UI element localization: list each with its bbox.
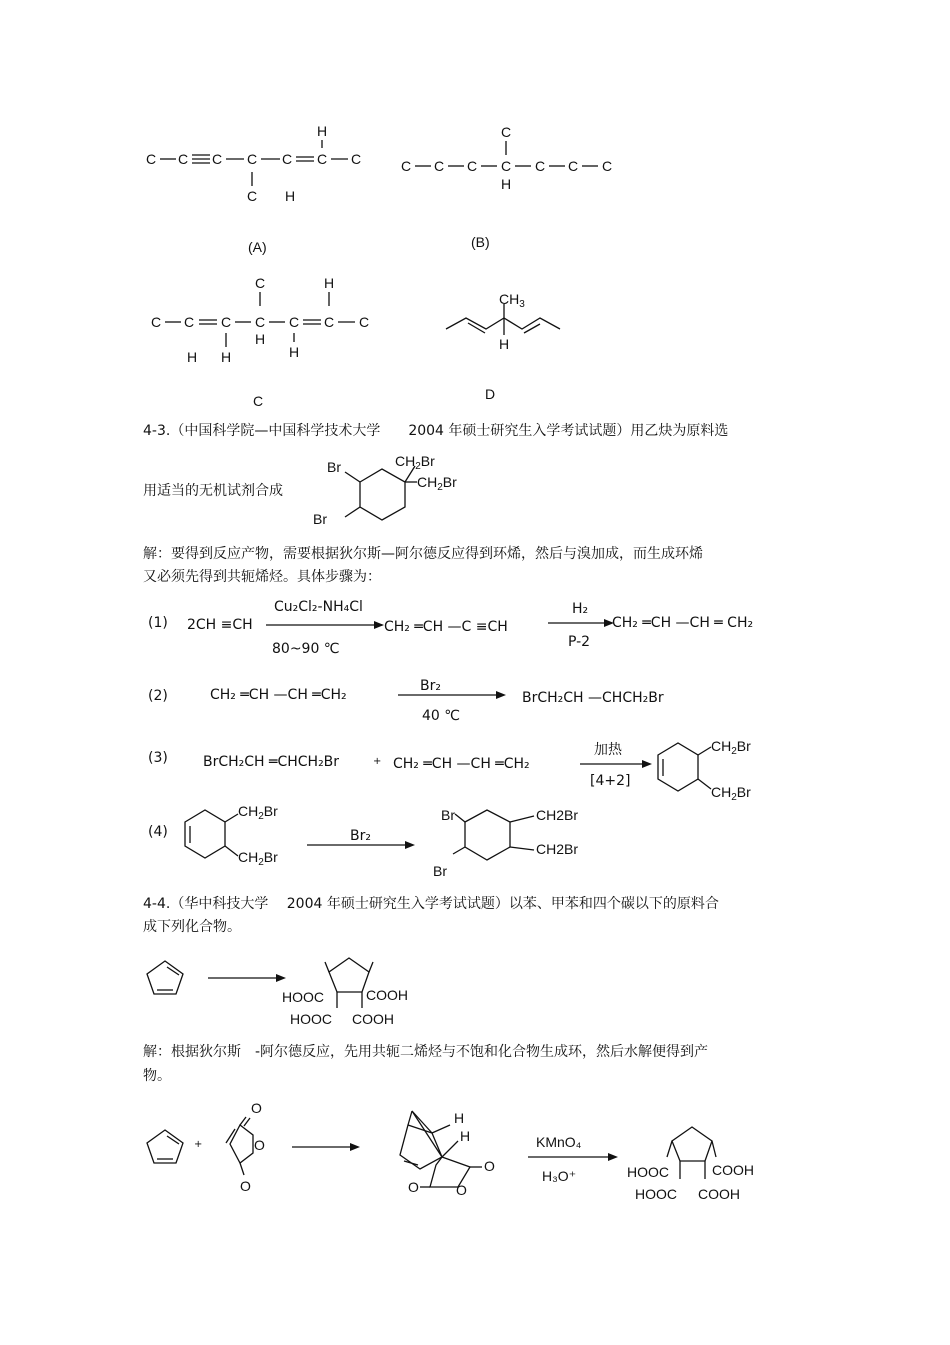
svg-text:C: C <box>359 314 370 330</box>
svg-text:H: H <box>324 275 335 291</box>
step-4-label: (4) <box>148 824 168 840</box>
q43-target-molecule <box>305 452 485 532</box>
reaction-arrow-2 <box>548 618 614 628</box>
step-1-cond-top: Cu₂Cl₂-NH₄Cl <box>274 599 363 615</box>
svg-text:Br: Br <box>441 807 455 823</box>
svg-text:H: H <box>317 123 328 139</box>
svg-text:C: C <box>501 158 512 174</box>
svg-text:CH2Br: CH2Br <box>536 841 579 857</box>
svg-text:HOOC: HOOC <box>290 1011 332 1027</box>
q44-solution-2: 物。 <box>143 1068 171 1084</box>
step-3-label: (3) <box>148 750 168 766</box>
step-1-cond2-top: H₂ <box>572 601 589 617</box>
q44-cond-top: KMnO₄ <box>536 1134 582 1150</box>
svg-text:H: H <box>501 176 512 192</box>
step-3-plus: + <box>373 756 382 767</box>
svg-text:C: C <box>434 158 445 174</box>
svg-text:CH2Br: CH2Br <box>536 807 579 823</box>
cyclohexene-dibromide-product <box>655 733 775 803</box>
svg-text:C: C <box>282 151 293 167</box>
q43-line2: 用适当的无机试剂合成 <box>143 483 283 499</box>
q43-solution-2: 又必须先得到共轭烯烃。具体步骤为： <box>143 569 381 585</box>
svg-text:O: O <box>408 1179 419 1195</box>
structure-a <box>140 120 380 265</box>
svg-text:C: C <box>351 151 362 167</box>
svg-text:HOOC: HOOC <box>635 1186 677 1202</box>
step-2-cond-bottom: 40 ℃ <box>422 708 460 724</box>
svg-text:O: O <box>456 1182 467 1198</box>
label-d: D <box>485 386 496 402</box>
svg-text:H: H <box>499 336 510 352</box>
maleic-anhydride <box>226 1100 265 1194</box>
svg-text:COOH: COOH <box>366 987 408 1003</box>
svg-text:H: H <box>255 331 266 347</box>
svg-text:CH2Br: $CH_2Br$ <box>395 453 435 472</box>
q44-cond-bottom: H₃O⁺ <box>542 1168 577 1184</box>
q43-solution-1: 解：要得到反应产物，需要根据狄尔斯—阿尔德反应得到环烯，然后与溴加成，而生成环烯 <box>143 546 703 562</box>
step-1-label: (1) <box>148 615 168 631</box>
svg-text:C: C <box>146 151 157 167</box>
step-2-product: BrCH₂CH —CHCH₂Br <box>522 690 664 706</box>
step-4-product-molecule <box>430 800 590 880</box>
q44-reaction-scheme <box>140 1095 780 1210</box>
svg-text:C: C <box>602 158 613 174</box>
cyclopentadiene <box>147 961 183 994</box>
q44-solution-1: 解：根据狄尔斯 -阿尔德反应，先用共轭二烯烃与不饱和化合物生成环，然后水解便得到产 <box>143 1044 709 1060</box>
reaction-arrow-1 <box>266 620 384 630</box>
svg-text:C: C <box>568 158 579 174</box>
label-b: (B) <box>471 234 490 250</box>
q43-title: 4-3.（中国科学院—中国科学技术大学 2004 年硕士研究生入学考试试题）用乙炔为原料选 <box>143 423 729 439</box>
cyclopentadiene-reactant <box>147 1130 183 1163</box>
cyclopentane-tetracarboxylic-acid-product <box>627 1127 754 1202</box>
svg-text:O: O <box>240 1178 251 1194</box>
svg-text:C: C <box>178 151 189 167</box>
svg-text:H: H <box>460 1128 471 1144</box>
step-1-cond2-bottom: P-2 <box>568 634 591 650</box>
svg-text:CH3: $CH_3$ <box>499 291 525 310</box>
step-4-cond-top: Br₂ <box>350 828 371 844</box>
svg-text:C: C <box>324 314 335 330</box>
label-a: (A) <box>248 239 267 255</box>
svg-text:COOH: COOH <box>352 1011 394 1027</box>
svg-text:C: C <box>255 314 266 330</box>
cyclohexene-dibromide-reactant <box>182 800 302 870</box>
svg-text:Br: Br <box>433 863 447 879</box>
step-1-product: CH₂ ═CH —C ≡CH <box>384 619 508 635</box>
svg-text:COOH: COOH <box>712 1162 754 1178</box>
q44-target-scheme <box>140 950 430 1035</box>
svg-text:CH2Br: $CH_2Br$ <box>238 849 278 868</box>
svg-text:Br: Br <box>327 459 341 475</box>
svg-text:H: H <box>187 349 198 365</box>
svg-text:C: C <box>289 314 300 330</box>
svg-text:CH2Br: $CH_2Br$ <box>417 474 457 493</box>
step-3-reactant: BrCH₂CH ═CHCH₂Br <box>203 754 340 770</box>
svg-text:Br: Br <box>313 511 327 527</box>
structure-c <box>145 272 385 412</box>
svg-text:COOH: COOH <box>698 1186 740 1202</box>
q44-title: 4-4.（华中科技大学 2004 年硕士研究生入学考试试题）以苯、甲苯和四个碳以下的原料合 <box>143 896 719 912</box>
svg-text:H: H <box>285 188 296 204</box>
step-3-reactant2: CH₂ ═CH —CH ═CH₂ <box>393 756 530 772</box>
svg-text:C: C <box>467 158 478 174</box>
svg-text:C: C <box>401 158 412 174</box>
svg-text:H: H <box>221 349 232 365</box>
svg-text:C: C <box>501 124 512 140</box>
reaction-arrow-3 <box>398 690 506 700</box>
svg-text:H: H <box>454 1110 465 1126</box>
step-2-cond-top: Br₂ <box>420 678 441 694</box>
step-1-cond-bottom: 80~90 ℃ <box>272 641 340 657</box>
q44-line2: 成下列化合物。 <box>143 919 241 935</box>
reaction-arrow-5 <box>307 840 415 850</box>
cyclopentane-tetracarboxylic-acid <box>282 958 408 1027</box>
step-3-cond-bottom: [4+2] <box>590 773 631 789</box>
svg-text:O: O <box>254 1137 265 1153</box>
svg-text:C: C <box>221 314 232 330</box>
svg-text:C: C <box>317 151 328 167</box>
step-1-reactant: 2CH ≡CH <box>187 617 253 633</box>
step-2-reactant: CH₂ ═CH —CH ═CH₂ <box>210 687 347 703</box>
svg-text:CH2Br: $CH_2Br$ <box>711 784 751 803</box>
step-1-product2: CH₂ ═CH —CH ═ CH₂ <box>612 615 754 631</box>
svg-text:C: C <box>247 188 258 204</box>
label-c: C <box>253 393 264 409</box>
svg-text:HOOC: HOOC <box>282 989 324 1005</box>
step-2-label: (2) <box>148 688 168 704</box>
reaction-arrow-4 <box>580 759 652 769</box>
svg-text:CH2Br: $CH_2Br$ <box>238 803 278 822</box>
svg-text:O: O <box>251 1100 262 1116</box>
structure-d <box>440 285 580 410</box>
q44-plus: + <box>194 1139 203 1150</box>
svg-text:HOOC: HOOC <box>627 1164 669 1180</box>
svg-text:C: C <box>184 314 195 330</box>
svg-text:C: C <box>212 151 223 167</box>
svg-text:H: H <box>289 344 300 360</box>
svg-text:CH2Br: $CH_2Br$ <box>711 738 751 757</box>
svg-text:C: C <box>247 151 258 167</box>
diels-alder-adduct <box>400 1110 495 1198</box>
svg-text:C: C <box>255 275 266 291</box>
svg-text:C: C <box>535 158 546 174</box>
structure-b <box>395 120 625 265</box>
svg-text:C: C <box>151 314 162 330</box>
step-3-cond-top: 加热 <box>594 742 622 758</box>
svg-text:O: O <box>484 1158 495 1174</box>
